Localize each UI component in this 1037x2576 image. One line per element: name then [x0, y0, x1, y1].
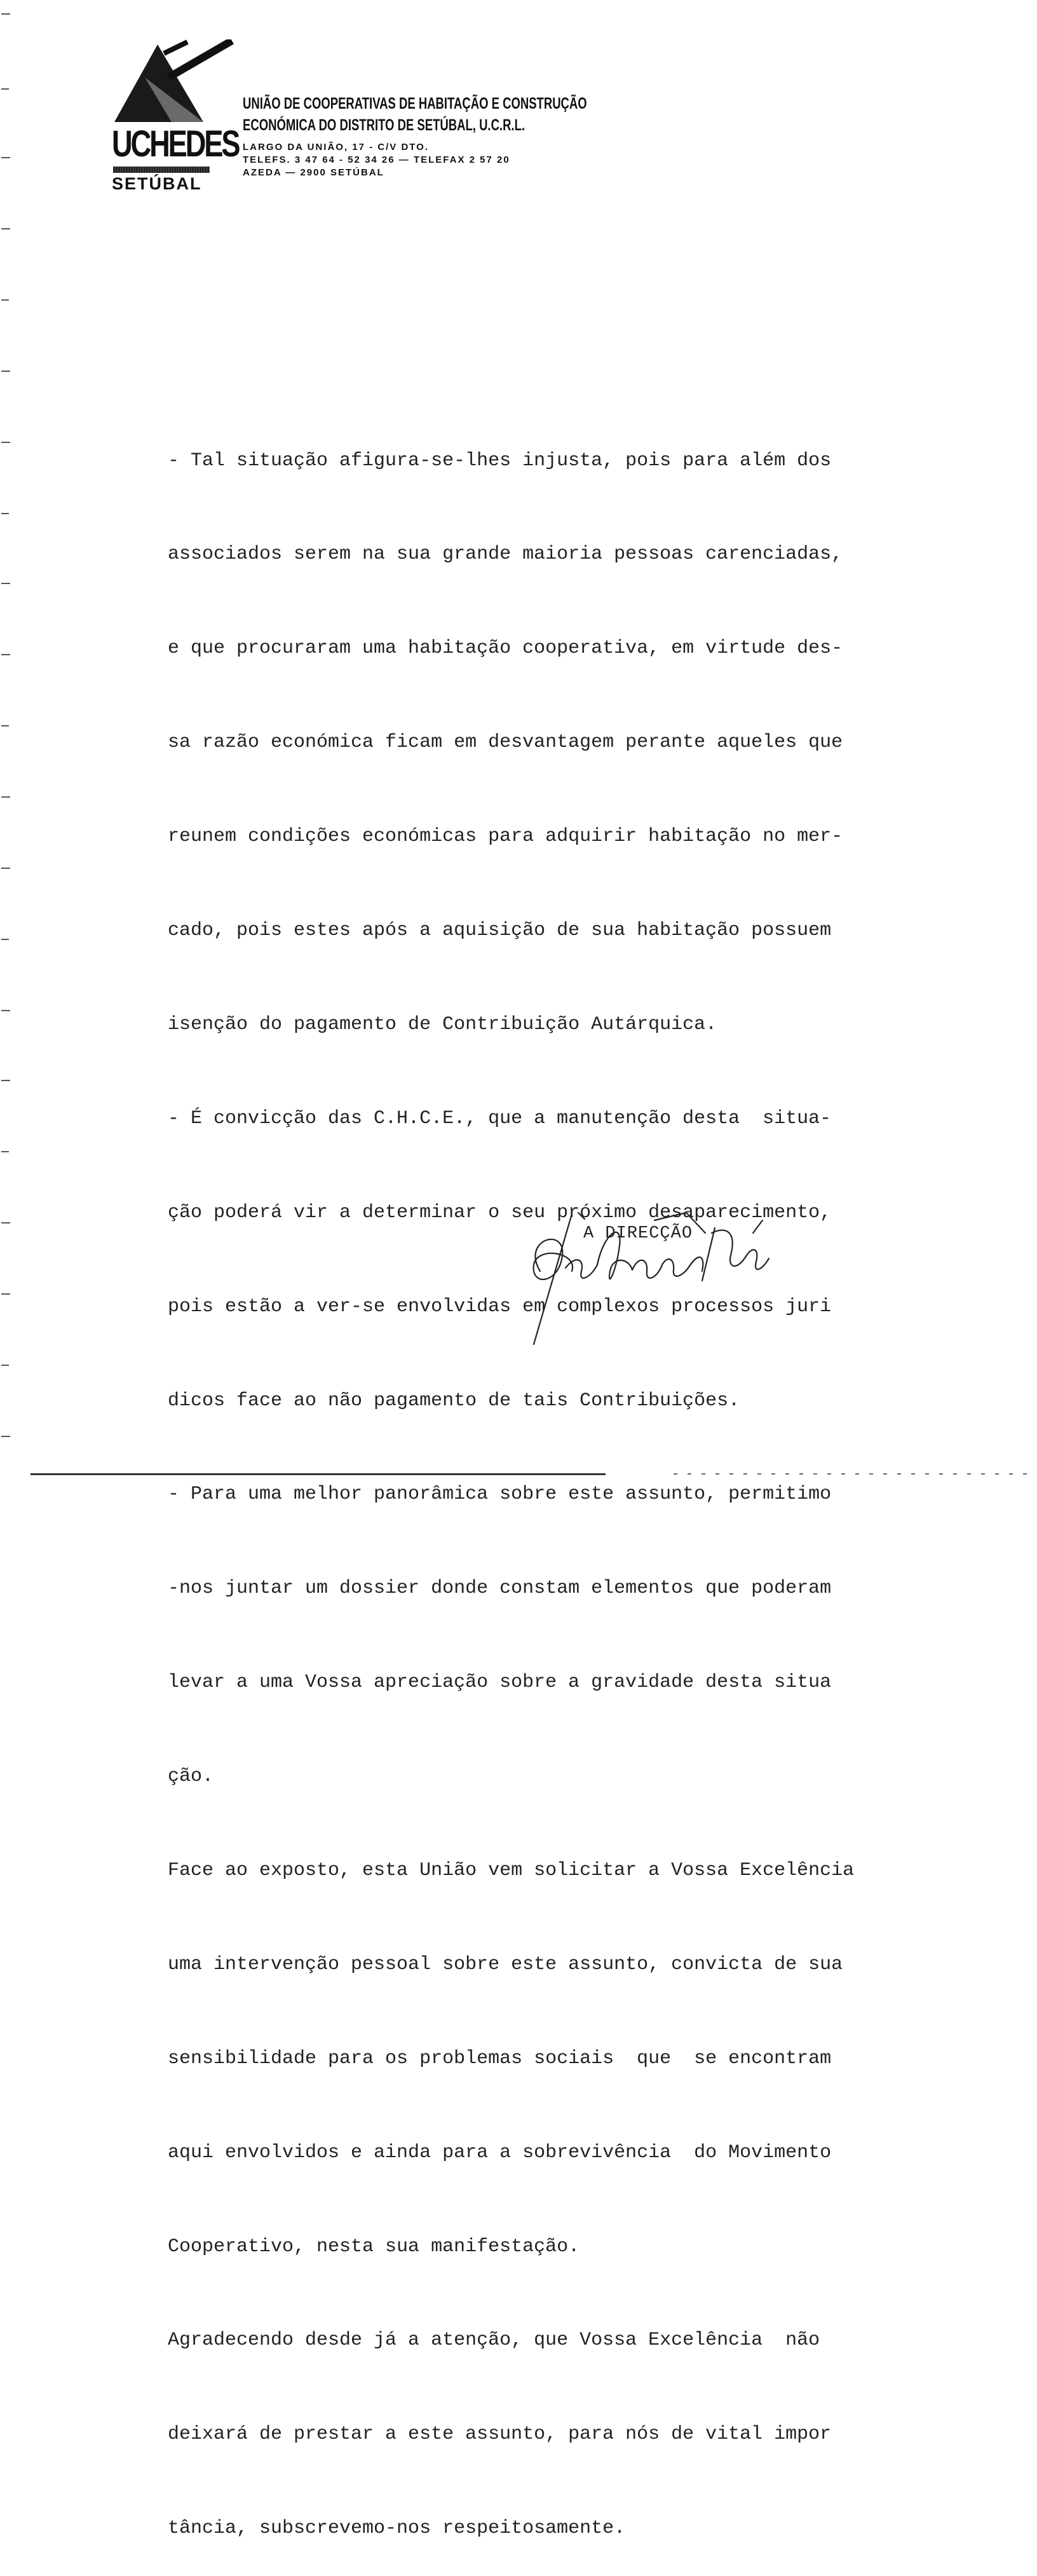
margin-scan-marks — [0, 0, 38, 1485]
logo-wordmark: UCHEDES — [112, 123, 239, 165]
body-line: isenção do pagamento de Contribuição Autárquica. — [168, 1013, 717, 1035]
body-line: dicos face ao não pagamento de tais Contribuições. — [168, 1389, 740, 1412]
address-line-2: TELEFS. 3 47 64 - 52 34 26 — TELEFAX 2 57 20 — [243, 154, 510, 165]
body-line: levar a uma Vossa apreciação sobre a gravidade desta situa — [168, 1672, 832, 1694]
body-line: associados serem na sua grande maioria pessoas carenciadas, — [168, 543, 843, 566]
body-line: cado, pois estes após a aquisição de sua habitação possuem — [168, 920, 832, 942]
body-line: Agradecendo desde já a atenção, que Vossa Excelência não — [168, 2329, 820, 2352]
body-line: sa razão económica ficam em desvantagem perante aqueles que — [168, 732, 843, 754]
body-line: uma intervenção pessoal sobre este assunto, convicta de sua — [168, 1953, 843, 1975]
letterhead-organization — [243, 93, 708, 179]
body-line: aqui envolvidos e ainda para a sobrevivência do Movimento — [168, 2141, 832, 2164]
logo-city: SETÚBAL — [112, 174, 202, 193]
bottom-scan-dots — [674, 1473, 1029, 1475]
body-line: - Para uma melhor panorâmica sobre este assunto, permitimo — [168, 1483, 832, 1506]
body-line: tância, subscrevemo-nos respeitosamente. — [168, 2518, 626, 2540]
body-line: pois estão a ver-se envolvidas em complexos processos juri — [168, 1295, 832, 1318]
org-name-line-1: UNIÃO DE COOPERATIVAS DE HABITAÇÃO E CONSTRUÇÃO — [243, 95, 587, 112]
address-line-1: LARGO DA UNIÃO, 17 - C/V DTO. — [243, 142, 430, 153]
company-logo — [108, 39, 241, 198]
body-line: e que procuraram uma habitação cooperativa, em virtude des- — [168, 637, 843, 660]
letter-body — [168, 383, 930, 2576]
handwritten-signature — [496, 1195, 788, 1347]
body-line: - É convicção das C.H.C.E., que a manutenção desta situa- — [168, 1107, 832, 1129]
address-line-3: AZEDA — 2900 SETÚBAL — [243, 167, 384, 178]
body-line: -nos juntar um dossier donde constam elementos que poderam — [168, 1578, 832, 1600]
body-line: ção poderá vir a determinar o seu próximo desaparecimento, — [168, 1201, 832, 1223]
body-line: reunem condições económicas para adquirir habitação no mer- — [168, 826, 843, 848]
logo-triangle-graphic — [108, 39, 241, 135]
body-line: - Tal situação afigura-se-lhes injusta, pois para além dos — [168, 449, 832, 472]
body-line: deixará de prestar a este assunto, para nós de vital impor — [168, 2423, 832, 2446]
signature-caption: A DIRECÇÃO — [583, 1224, 693, 1243]
logo-stripe — [113, 167, 210, 173]
body-line: sensibilidade para os problemas sociais que se encontram — [168, 2047, 832, 2069]
body-line: ção. — [168, 1766, 214, 1788]
body-line: Face ao exposto, esta União vem solicitar a Vossa Excelência — [168, 1859, 855, 1881]
org-name-line-2: ECONÓMICA DO DISTRITO DE SETÚBAL, U.C.R.L. — [243, 116, 525, 134]
body-line: Cooperativo, nesta sua manifestação. — [168, 2235, 580, 2258]
